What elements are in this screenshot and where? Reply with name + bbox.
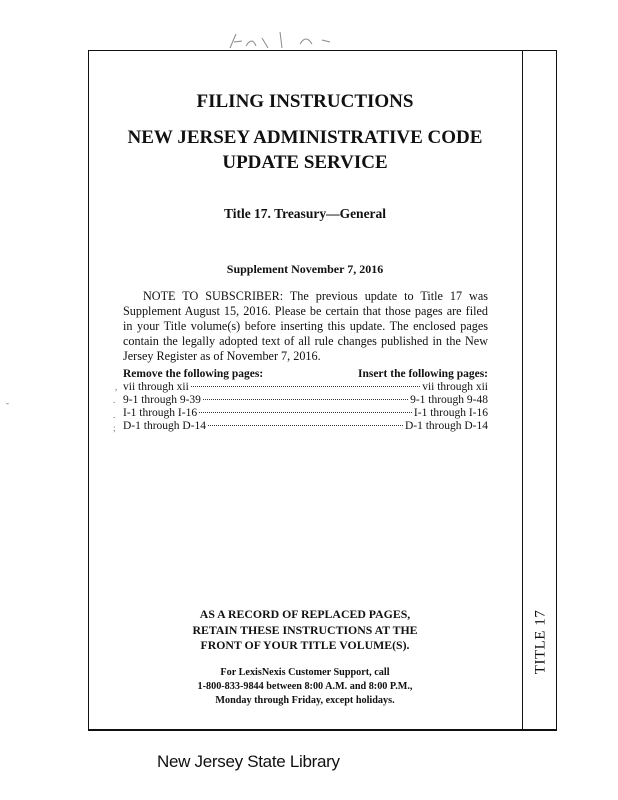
title-name: Title 17. Treasury—General xyxy=(223,206,387,221)
record-notice xyxy=(175,607,435,654)
support-line: For LexisNexis Customer Support, call xyxy=(220,667,390,678)
insert-pages: I-1 through I-16 xyxy=(413,407,488,419)
table-row xyxy=(123,407,488,420)
insert-header: Insert the following pages: xyxy=(357,368,488,380)
margin-mark: - xyxy=(6,398,9,408)
table-row xyxy=(123,381,488,394)
insert-pages: 9-1 through 9-48 xyxy=(410,394,488,406)
table-row xyxy=(123,394,488,407)
check-mark: . xyxy=(113,410,116,420)
record-line: FRONT OF YOUR TITLE VOLUME(S). xyxy=(200,638,410,652)
dot-leader xyxy=(191,386,420,387)
filing-instructions-title: FILING INSTRUCTIONS xyxy=(196,91,414,112)
dot-leader xyxy=(208,425,403,426)
support-line: Monday through Friday, except holidays. xyxy=(215,695,395,706)
remove-pages: vii through xii xyxy=(123,381,189,393)
record-line: AS A RECORD OF REPLACED PAGES, xyxy=(199,607,411,621)
code-title-line2: UPDATE SERVICE xyxy=(222,152,388,173)
support-line: 1-800-833-9844 between 8:00 A.M. and 8:00 P.M., xyxy=(197,681,413,692)
record-line: RETAIN THESE INSTRUCTIONS AT THE xyxy=(192,622,418,637)
library-footer: New Jersey State Library xyxy=(157,752,340,771)
spine-label: TITLE 17 xyxy=(532,609,549,675)
table-header xyxy=(123,367,488,381)
insert-pages: vii through xii xyxy=(422,381,488,393)
remove-header: Remove the following pages: xyxy=(123,368,264,380)
subscriber-note xyxy=(123,289,488,364)
check-mark: , xyxy=(115,382,118,392)
dot-leader xyxy=(203,399,408,400)
dot-leader xyxy=(199,412,412,413)
check-mark: ; xyxy=(113,423,116,433)
page-replacement-table xyxy=(123,367,488,433)
check-mark: . xyxy=(113,395,116,405)
insert-pages: D-1 through D-14 xyxy=(404,420,488,432)
remove-pages: D-1 through D-14 xyxy=(123,420,207,432)
supplement-date: Supplement November 7, 2016 xyxy=(226,262,384,276)
spine-divider xyxy=(522,50,523,731)
code-title-line1: NEW JERSEY ADMINISTRATIVE CODE xyxy=(127,127,483,148)
remove-pages: I-1 through I-16 xyxy=(123,407,198,419)
customer-support-info xyxy=(160,666,450,708)
subscriber-note-text: NOTE TO SUBSCRIBER: The previous update to Title 17 was Supplement August 15, 2016. Please be certain that those pages are filed in your Title volume(s) before inserting this update. The enclosed pages contain the legally adopted text of all rule changes published in the New Jersey Register as of November 7, 2016. xyxy=(123,289,488,363)
table-row xyxy=(123,420,488,433)
remove-pages: 9-1 through 9-39 xyxy=(123,394,201,406)
